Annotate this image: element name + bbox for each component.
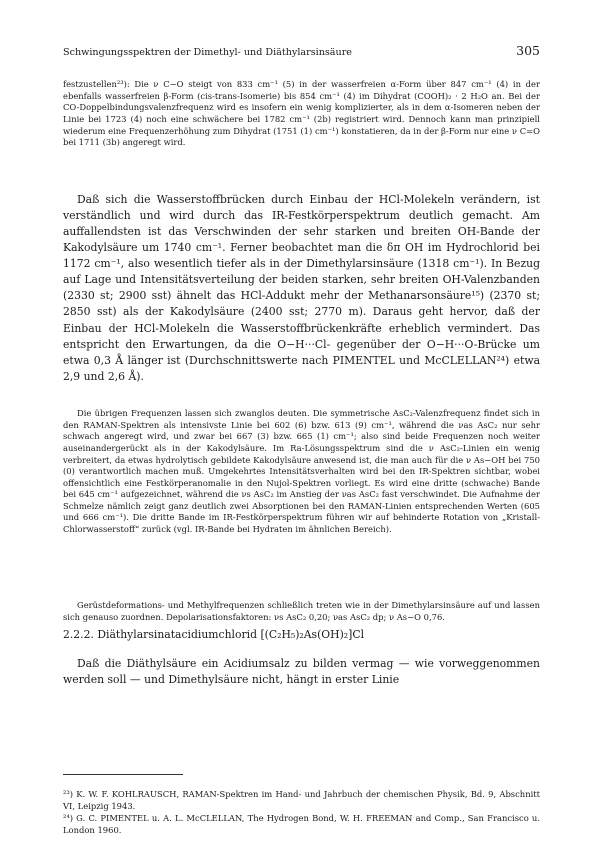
paragraph-deformation-frequencies: Gerüstdeformations- und Methylfrequenzen schließlich treten wie in der Dimethylarsinsäure auf und lassen sich genauso zuordnen. Depolarisationsfaktoren: νs AsC₂ 0,20; νas AsC₂ dp; ν As−O 0,76.	[63, 600, 540, 622]
paragraph-hydrogen-bridges: Daß sich die Wasserstoffbrücken durch Einbau der HCl-Molekeln verändern, ist verständlich und wird durch das IR-Festkörperspektrum deutlich gemacht. Am auffallendsten ist das Verschwinden der sehr starken und breiten OH-Bande der Kakodylsäure um 1740 cm⁻¹. Ferner beobachtet man die δπ OH im Hydrochlorid bei 1172 cm⁻¹, also wesentlich tiefer als in der Dimethylarsinsäure (1318 cm⁻¹). In Bezug auf Lage und Intensitätsverteilung der beiden starken, sehr breiten OH-Valenzbanden (2330 st; 2900 sst) ähnelt das HCl-Addukt mehr der Methanarsonsäure¹⁵) (2370 st; 2850 sst) als der Kakodylsäure (2400 sst; 2770 m). Daraus geht hervor, daß der Einbau der HCl-Molekeln die Wasserstoffbrückenkräfte erheblich vermindert. Das entspricht den Erwartungen, da die O−H···Cl- gegenüber der O−H···O-Brücke um etwa 0,3 Å länger ist (Durchschnittswerte nach PIMENTEL und McCLELLAN²⁴) etwa 2,9 und 2,6 Å).	[63, 192, 540, 383]
running-header	[63, 43, 540, 60]
running-title: Schwingungsspektren der Dimethyl- und Diäthylarsinsäure	[63, 47, 352, 58]
paragraph-oxalic-acid: festzustellen²³): Die ν C−O steigt von 833 cm⁻¹ (5) in der wasserfreien α-Form über 847 cm⁻¹ (4) in der ebenfalls wasserfreien β-Form (cis-trans-Isomerie) bis 854 cm⁻¹ (4) im Dihydrat (COOH)₂ · 2 H₂O an. Bei der CO-Doppelbindungsvalenzfrequenz wird es insofern ein wenig komplizierter, als in dem α-Isomeren neben der Linie bei 1723 (4) noch eine schwächere bei 1782 cm⁻¹ (2b) registriert wird. Dennoch kann man prinzipiell wiederum eine Frequenzerhöhung zum Dihydrat (1751 (1) cm⁻¹) konstatieren, da in der β-Form nur eine ν C=O bei 1711 (3b) angeregt wird.	[63, 79, 540, 148]
section-heading: 2.2.2. Diäthylarsinatacidiumchlorid [(C₂H₅)₂As(OH)₂]Cl	[63, 628, 365, 641]
paragraph-diethyl-acid: Daß die Diäthylsäure ein Acidiumsalz zu bilden vermag — wie vorweggenommen werden soll — und Dimethylsäure nicht, hängt in erster Linie	[63, 656, 540, 686]
footnote-23: ²³) K. W. F. KOHLRAUSCH, RAMAN-Spektren im Hand- und Jahrbuch der chemischen Physik, Bd. 9, Abschnitt VI, Leipzig 1943.	[63, 789, 540, 811]
footnote-divider	[63, 774, 183, 775]
footnote-24: ²⁴) G. C. PIMENTEL u. A. L. McCLELLAN, The Hydrogen Bond, W. H. FREEMAN and Comp., San Francisco u. London 1960.	[63, 813, 540, 835]
page-number: 305	[516, 43, 540, 58]
paragraph-remaining-frequencies: Die übrigen Frequenzen lassen sich zwanglos deuten. Die symmetrische AsC₂-Valenzfrequenz findet sich in den RAMAN-Spektren als intensivste Linie bei 602 (6) bzw. 613 (9) cm⁻¹, während die νas AsC₂ nur sehr schwach angeregt wird, und zwar bei 667 (3) bzw. 665 (1) cm⁻¹; also sind beide Frequenzen noch weiter auseinandergerückt als in der Kakodylsäure. Im Ra-Lösungsspektrum sind die ν AsC₂-Linien ein wenig verbreitert, da etwas hydrolytisch gebildete Kakodylsäure anwesend ist, die man auch für die ν As−OH bei 750 (0) verantwortlich machen muß. Umgekehrtes Intensitätsverhalten wird bei den IR-Spektren sichtbar, wobei offensichtlich eine Festkörperanomalie in den Nujol-Spektren vorliegt. Es wird eine dritte (schwache) Bande bei 645 cm⁻¹ aufgezeichnet, während die νs AsC₂ im Anstieg der νas AsC₂ fast verschwindet. Die Aufnahme der Schmelze nämlich zeigt ganz deutlich zwei Absorptionen bei den RAMAN-Linien entsprechenden Werten (605 und 666 cm⁻¹). Die dritte Bande im IR-Festkörperspektrum führen wir auf behinderte Rotation von „Kristall-Chlorwasserstoff“ zurück (vgl. IR-Bande bei Hydraten im ähnlichen Bereich).	[63, 408, 540, 534]
